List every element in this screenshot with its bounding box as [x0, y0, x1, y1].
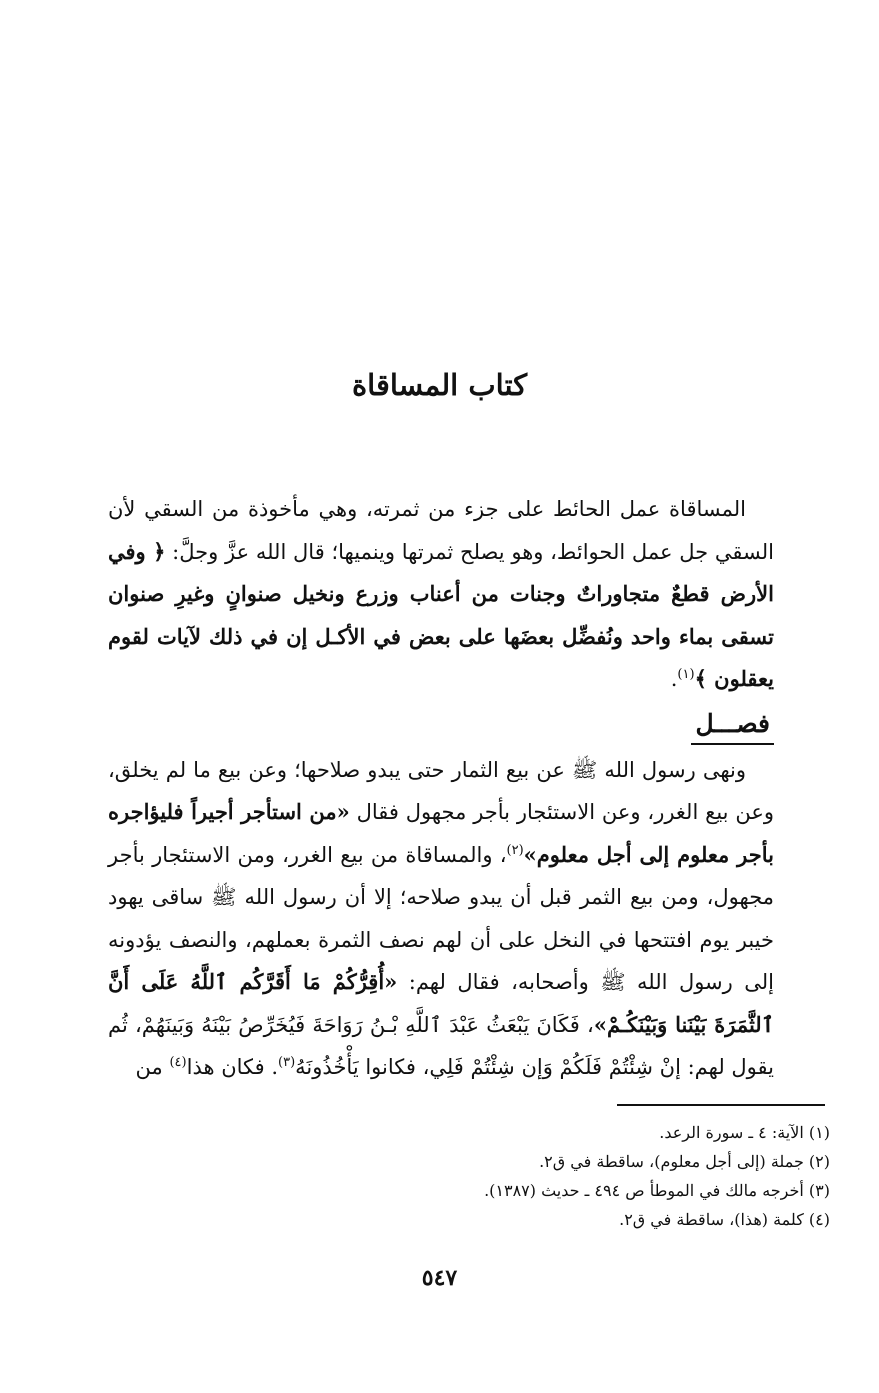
- footnote-ref-1: (١): [677, 667, 695, 682]
- main-text: [108, 488, 774, 1089]
- intro-text: المساقاة عمل الحائط على جزء من ثمرته، وهي مأخوذة من السقي لأن السقي جل عمل الحوائط، وهو يصلح ثمرتها وينميها؛ قال الله عزَّ وجلَّ:: [108, 497, 774, 564]
- section-text-5: من: [135, 1055, 170, 1079]
- chapter-title: كتاب المساقاة: [351, 368, 528, 402]
- section-paragraph: [108, 749, 774, 1089]
- intro-paragraph: [108, 488, 774, 701]
- footnote-ref-4: (٤): [169, 1055, 187, 1070]
- section-text-2: ، والمساقاة من بيع الغرر، ومن الاستئجار بأجر مجهول، ومن بيع الثمر قبل أن يبدو صلاحه؛ إلا أن رسول الله ﷺ ساقى يهود خيبر يوم افتتحها في النخل على أن لهم نصف الثمرة بعملهم، والنصف يؤدونه إلى رسول الله ﷺ وأصحابه، فقال لهم:: [108, 842, 774, 994]
- section-text-1: ونهى رسول الله ﷺ عن بيع الثمار حتى يبدو صلاحها؛ وعن بيع ما لم يخلق، وعن بيع الغرر، وعن الاستئجار بأجر مجهول فقال: [108, 757, 775, 824]
- footnote-divider: [617, 1104, 825, 1106]
- footnote-2: (٢) جملة (إلى أجل معلوم)، ساقطة في ق٢.: [539, 1152, 830, 1171]
- section-text-3: ، فَكَانَ يَبْعَثُ عَبْدَ ٱللَّهِ بْـنُ رَوَاحَةَ فَيُخَرِّصُ بَيْنَهُ وَبَينَهُمْ، ثُم يقول لهم: إنْ شِئْتُمْ فَلَكُمْ وَإن شِئْتُمْ فَلِي، فكانوا يَأْخُذُونَهُ: [108, 1012, 774, 1079]
- footnote-1: (١) الآية: ٤ ـ سورة الرعد.: [659, 1123, 830, 1142]
- footnote-ref-2: (٢): [506, 842, 524, 858]
- section-heading: فصـــل: [108, 707, 774, 745]
- hadith-quote-1: «من استأجر أجيراً فليؤاجره بأجر معلوم إلى أجل معلوم»: [108, 799, 774, 867]
- footnotes: [108, 1118, 830, 1234]
- page-number: ٥٤٧: [421, 1265, 458, 1291]
- footnote-ref-3: (٣): [278, 1055, 296, 1070]
- footnote-3: (٣) أخرجه مالك في الموطأ ص ٤٩٤ ـ حديث (١٣٨٧).: [484, 1181, 830, 1200]
- footnote-4: (٤) كلمة (هذا)، ساقطة في ق٢.: [619, 1210, 830, 1229]
- hadith-quote-2: «أُقِرُّكُمْ مَا أَقَرَّكُم ٱللَّهُ عَلَى أَنَّ ٱلثَّمَرَةَ بَيْنَنا وَبَيْنَكُـمْ»: [108, 969, 774, 1037]
- quran-verse: ﴿ وفي الأرض قطعٌ متجاوراتٌ وجنات من أعناب وزرع ونخيل صنوانٍ وغيرِ صنوان تسقى بماء واحد ونُفضِّل بعضَها على بعض في الأكـل إن في ذلك لآيات لقوم يعقلون ﴾: [108, 538, 774, 691]
- intro-end: .: [670, 667, 678, 691]
- section-text-4: . فكان هذا: [186, 1055, 279, 1079]
